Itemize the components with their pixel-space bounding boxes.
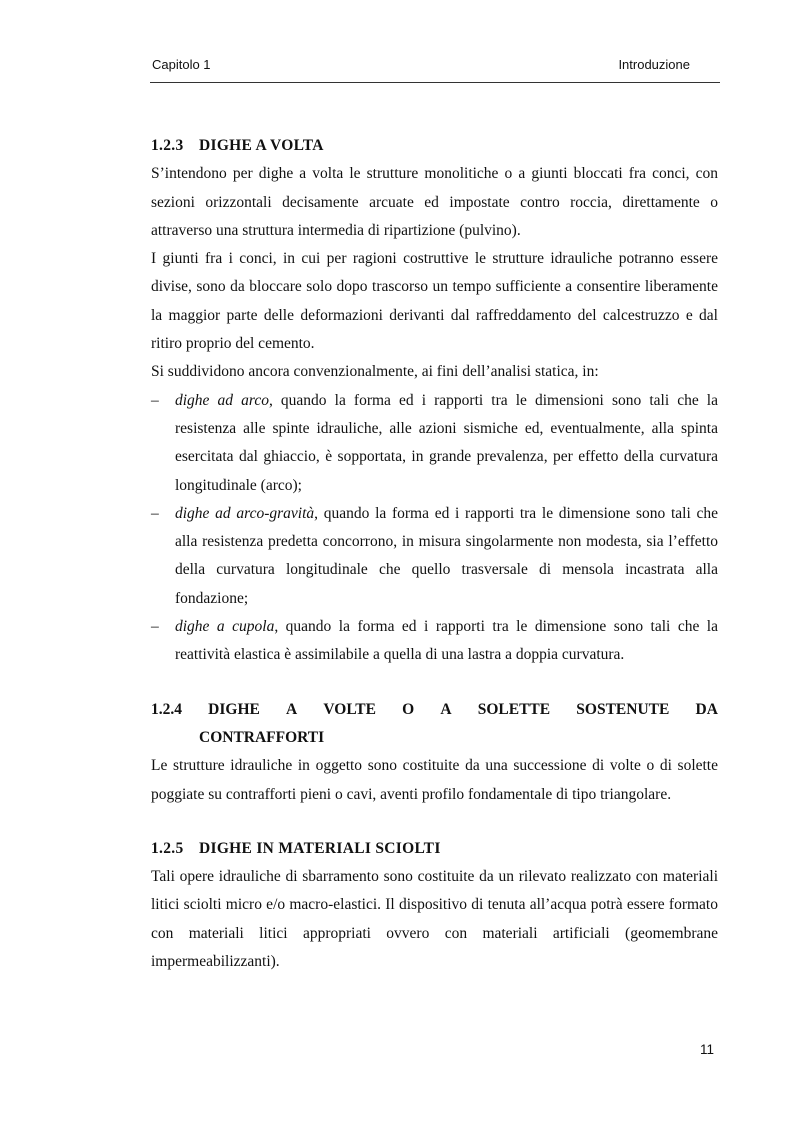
heading-word: A <box>286 700 298 718</box>
list-item-text: , quando la forma ed i rapporti tra le dimensione sono tali che alla resistenza predetta concorrono, in misura singolarmente non modesta, sia l’effetto della curvatura longitudinale che quello trasversale di mensola incastrata alla fondazione; <box>175 504 718 607</box>
dash-bullet: – <box>151 618 159 636</box>
list-item-term: dighe ad arco-gravità <box>175 504 315 522</box>
dash-bullet: – <box>151 504 159 522</box>
heading-number: 1.2.3 <box>151 137 184 154</box>
section-label: Introduzione <box>618 57 690 72</box>
chapter-label: Capitolo 1 <box>152 57 211 72</box>
heading-title-line2: CONTRAFFORTI <box>199 728 325 746</box>
list-item-text: , quando la forma ed i rapporti tra le dimensioni sono tali che la resistenza alle spinte idrauliche, alle azioni sismiche ed, eventualmente, alla spinta esercitata dal ghiaccio, è sopportata, in grande prevalenza, per effetto della curvatura longitudinale (arco); <box>175 391 718 494</box>
paragraph: S’intendono per dighe a volta le strutture monolitiche o a giunti bloccati fra conci, con sezioni orizzontali decisamente arcuate ed impostate contro roccia, direttamente o attraverso una struttura intermedia di ripartizione (pulvino). <box>151 165 718 239</box>
list-item <box>151 387 718 500</box>
list-item-term: dighe ad arco <box>175 391 269 409</box>
paragraph: Si suddividono ancora convenzionalmente, ai fini dell’analisi statica, in: <box>151 363 599 381</box>
heading-word: DIGHE <box>208 700 260 718</box>
heading-word: SOSTENUTE <box>576 700 670 718</box>
heading-word: SOLETTE <box>477 700 551 718</box>
heading-1-2-5 <box>151 835 718 863</box>
paragraph: I giunti fra i conci, in cui per ragioni costruttive le strutture idrauliche potranno essere divise, sono da bloccare solo dopo trascorso un tempo sufficiente a consentire liberamente la maggior parte delle deformazioni derivanti dal raffreddamento del calcestruzzo e dal ritiro proprio del cemento. <box>151 250 718 353</box>
page-content <box>151 132 718 976</box>
heading-number: 1.2.4 <box>151 700 182 718</box>
dash-bullet: – <box>151 391 159 409</box>
list-item-term: dighe a cupola <box>175 618 275 636</box>
heading-number: 1.2.5 <box>151 839 184 857</box>
list-item <box>151 613 718 670</box>
list-item <box>151 500 718 613</box>
heading-1-2-4 <box>151 696 718 724</box>
heading-word: VOLTE <box>323 700 376 718</box>
heading-word: A <box>440 700 452 718</box>
paragraph: Le strutture idrauliche in oggetto sono costituite da una successione di volte o di solette poggiate su contrafforti pieni o cavi, aventi profilo fondamentale di tipo triangolare. <box>151 757 718 803</box>
heading-word: DA <box>695 700 718 718</box>
dam-types-list <box>151 387 718 670</box>
heading-title: DIGHE IN MATERIALI SCIOLTI <box>199 839 441 857</box>
list-item-text: , quando la forma ed i rapporti tra le dimensione sono tali che la reattività elastica è assimilabile a quella di una lastra a doppia curvatura. <box>175 618 718 664</box>
heading-title: DIGHE A VOLTA <box>199 137 324 154</box>
page-number: 11 <box>700 1042 715 1057</box>
heading-1-2-3 <box>151 132 718 160</box>
paragraph: Tali opere idrauliche di sbarramento sono costituite da un rilevato realizzato con materiali litici sciolti micro e/o macro-elastici. Il dispositivo di tenuta all’acqua potrà essere formato con materiali litici appropriati ovvero con materiali artificiali (geomembrane impermeabilizzanti). <box>151 868 718 971</box>
heading-word: O <box>402 700 415 718</box>
page-header <box>150 56 720 83</box>
